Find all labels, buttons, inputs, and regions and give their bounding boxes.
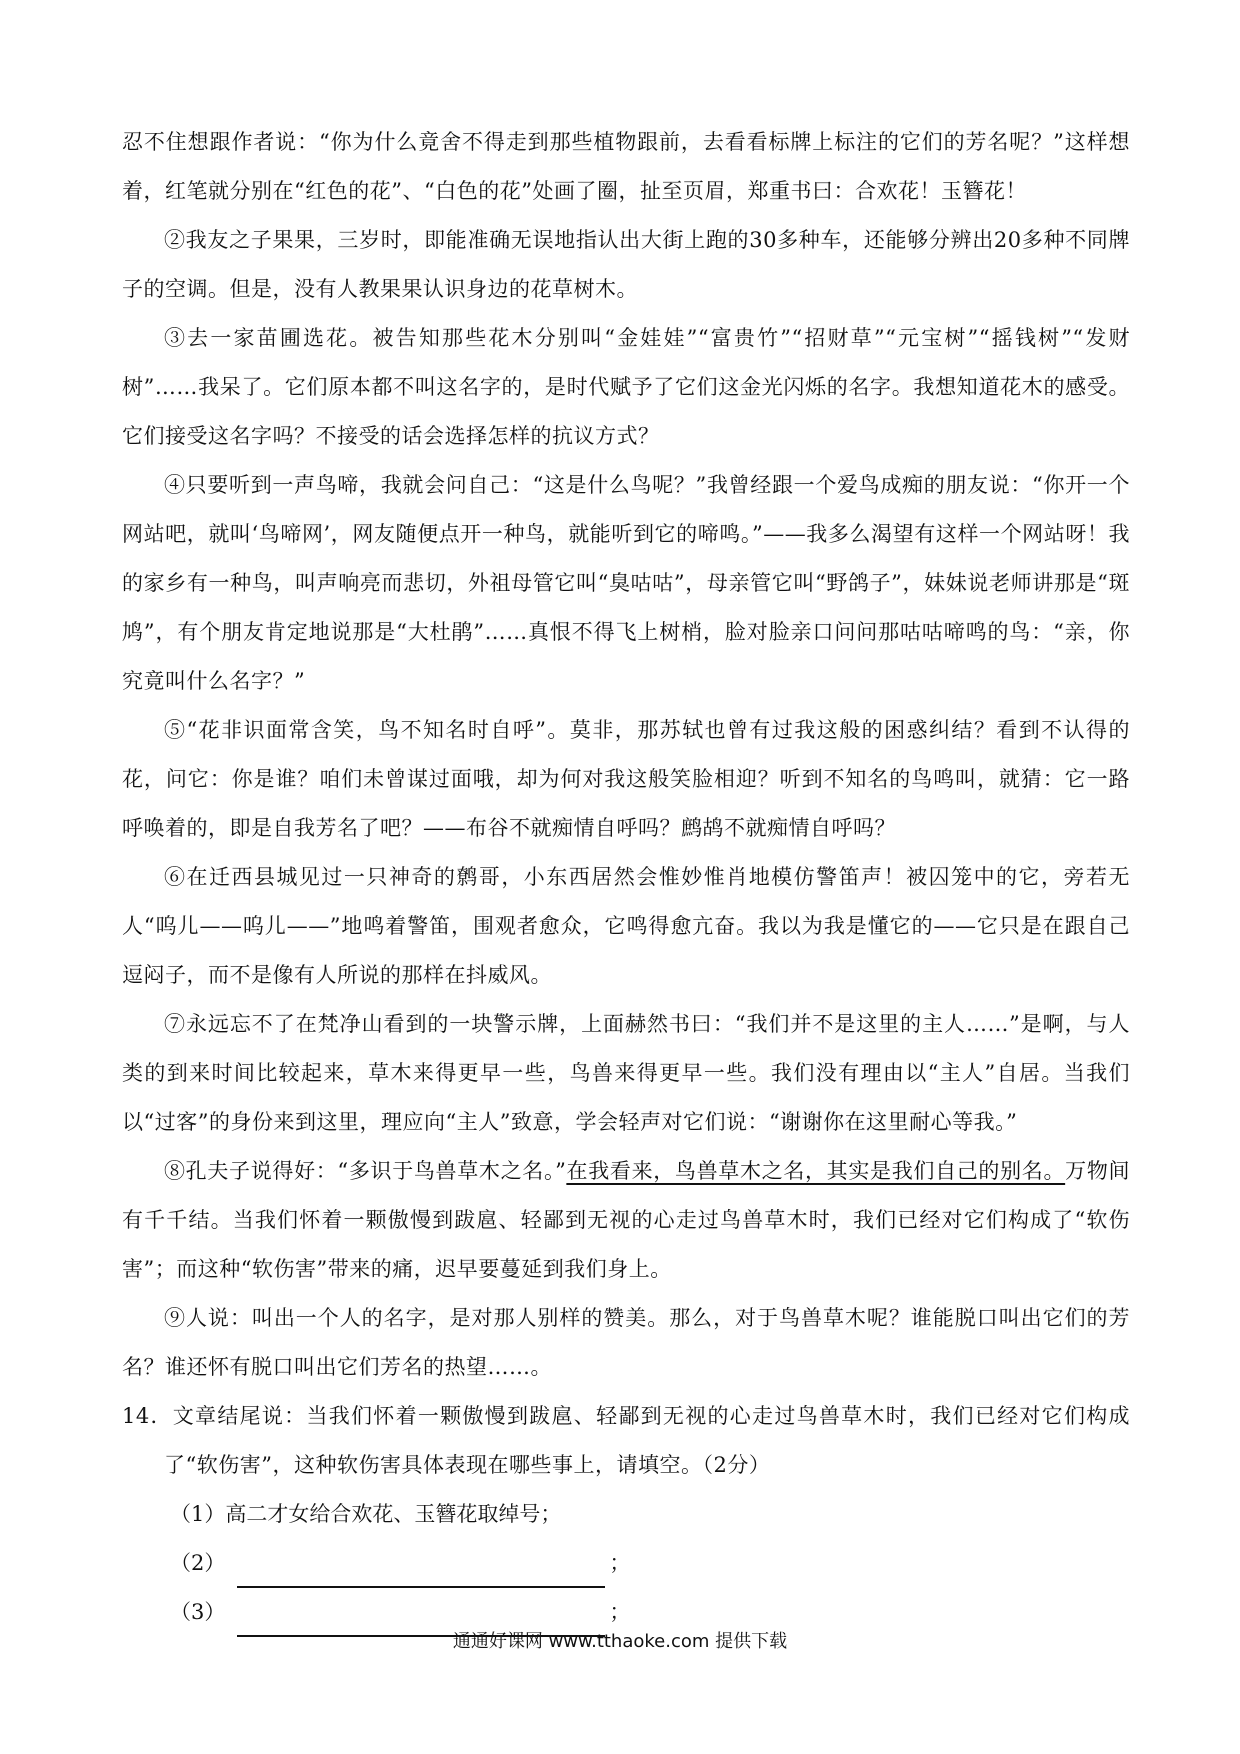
item-2-label: （2） bbox=[170, 1551, 226, 1575]
paragraph-8-intro: ⑧孔夫子说得好：“多识于鸟兽草木之名。” bbox=[164, 1159, 567, 1183]
item-3-label: （3） bbox=[170, 1600, 226, 1624]
question-14-stem: 14．文章结尾说：当我们怀着一颗傲慢到跋扈、轻鄙到无视的心走过鸟兽草木时，我们已经对它们构成了“软伤害”，这种软伤害具体表现在哪些事上，请填空。（2分） bbox=[122, 1404, 1130, 1477]
document-page bbox=[122, 118, 1130, 1637]
answer-blank-2[interactable] bbox=[237, 1556, 605, 1588]
paragraph-3: ③去一家苗圃选花。被告知那些花木分别叫“金娃娃”“富贵竹”“招财草”“元宝树”“摇钱树”“发财树”……我呆了。它们原本都不叫这名字的，是时代赋予了它们这金光闪烁的名字。我想知道花木的感受。它们接受这名字吗？不接受的话会选择怎样的抗议方式？ bbox=[122, 326, 1130, 448]
page-footer: 通通好课网 www.tthaoke.com 提供下载 bbox=[452, 1631, 788, 1652]
paragraph-6: ⑥在迁西县城见过一只神奇的鹩哥，小东西居然会惟妙惟肖地模仿警笛声！被囚笼中的它，旁若无人“呜儿——呜儿——”地鸣着警笛，围观者愈众，它鸣得愈亢奋。我以为我是懂它的——它只是在跟自己逗闷子，而不是像有人所说的那样在抖威风。 bbox=[122, 865, 1130, 987]
paragraph-5: ⑤“花非识面常含笑，鸟不知名时自呼”。莫非，那苏轼也曾有过我这般的困惑纠结？看到不认得的花，问它：你是谁？咱们未曾谋过面哦，却为何对我这般笑脸相迎？听到不知名的鸟鸣叫，就猜：它一路呼唤着的，即是自我芳名了吧？——布谷不就痴情自呼吗？鹧鸪不就痴情自呼吗？ bbox=[122, 718, 1130, 840]
paragraph-continued: 忍不住想跟作者说：“你为什么竟舍不得走到那些植物跟前，去看看标牌上标注的它们的芳名呢？”这样想着，红笔就分别在“红色的花”、“白色的花”处画了圈，扯至页眉，郑重书曰：合欢花！玉簪花！ bbox=[122, 130, 1130, 203]
paragraph-4: ④只要听到一声鸟啼，我就会问自己：“这是什么鸟呢？”我曾经跟一个爱鸟成痴的朋友说：“你开一个网站吧，就叫‘鸟啼网’，网友随便点开一种鸟，就能听到它的啼鸣。”——我多么渴望有这样一个网站呀！我的家乡有一种鸟，叫声响亮而悲切，外祖母管它叫“臭咕咕”，母亲管它叫“野鸽子”，妹妹说老师讲那是“斑鸠”，有个朋友肯定地说那是“大杜鹃”……真恨不得飞上树梢，脸对脸亲口问问那咕咕啼鸣的鸟：“亲，你究竟叫什么名字？” bbox=[122, 473, 1130, 693]
paragraph-7: ⑦永远忘不了在梵净山看到的一块警示牌，上面赫然书曰：“我们并不是这里的主人……”是啊，与人类的到来时间比较起来，草木来得更早一些，鸟兽来得更早一些。我们没有理由以“主人”自居。当我们以“过客”的身份来到这里，理应向“主人”致意，学会轻声对它们说：“谢谢你在这里耐心等我。” bbox=[122, 1012, 1130, 1134]
paragraph-9: ⑨人说：叫出一个人的名字，是对那人别样的赞美。那么，对于鸟兽草木呢？谁能脱口叫出它们的芳名？谁还怀有脱口叫出它们芳名的热望……。 bbox=[122, 1306, 1130, 1379]
question-14-item-2 bbox=[122, 1539, 1130, 1588]
underlined-sentence: 在我看来，鸟兽草木之名，其实是我们自己的别名。 bbox=[566, 1159, 1066, 1183]
question-14-item-1: （1）高二才女给合欢花、玉簪花取绰号； bbox=[170, 1502, 562, 1526]
item-2-semicolon: ； bbox=[609, 1551, 631, 1575]
paragraph-2: ②我友之子果果，三岁时，即能准确无误地指认出大街上跑的30多种车，还能够分辨出20多种不同牌子的空调。但是，没有人教果果认识身边的花草树木。 bbox=[122, 228, 1130, 301]
paragraph-8-rest: 万物间有千千结。当我们怀着一颗傲慢到跋扈、轻鄙到无视的心走过鸟兽草木时，我们已经对它们构成了“软伤害”；而这种“软伤害”带来的痛，迟早要蔓延到我们身上。 bbox=[122, 1159, 1130, 1281]
paragraph-8 bbox=[122, 1147, 1130, 1294]
item-3-semicolon: ； bbox=[609, 1600, 631, 1624]
